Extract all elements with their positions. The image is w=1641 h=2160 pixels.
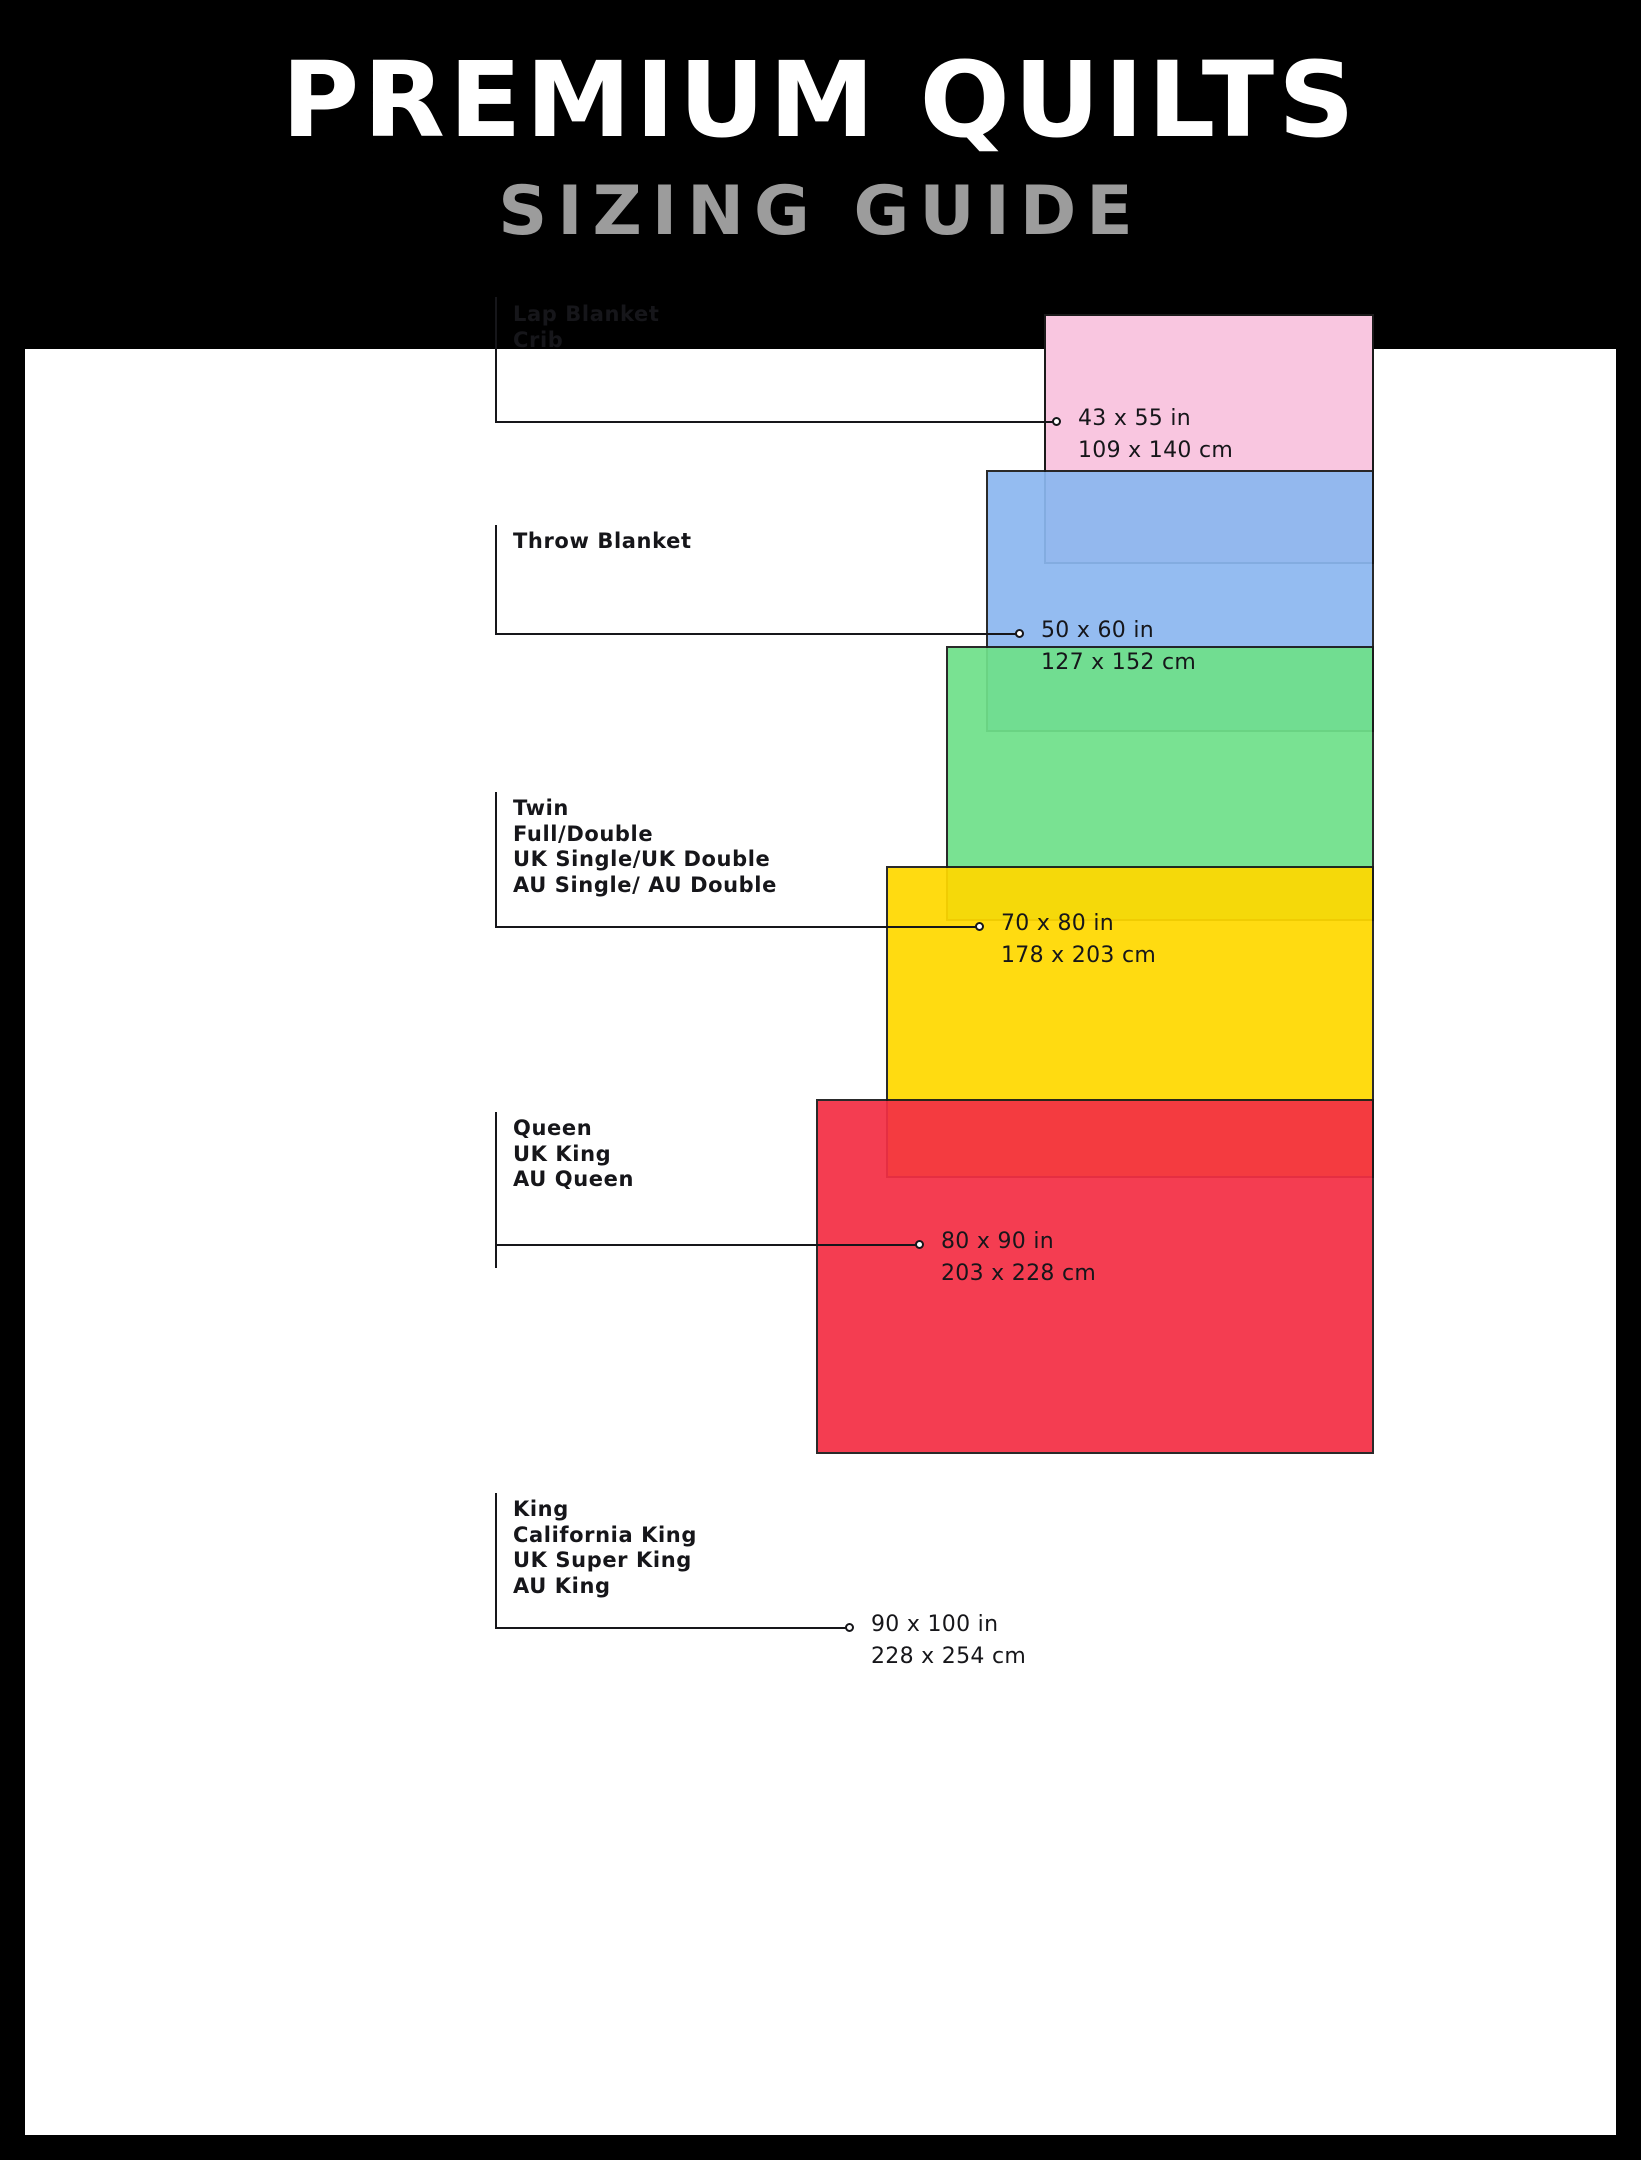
label-lap-crib-line-1: Crib bbox=[513, 327, 564, 352]
label-lap-crib-line-0: Lap Blanket bbox=[513, 302, 660, 326]
label-bracket-king bbox=[495, 1493, 497, 1629]
label-queen-line-0: Queen bbox=[513, 1116, 593, 1140]
dims-throw-cm: 127 x 152 cm bbox=[1041, 649, 1197, 675]
label-king-line-3: AU King bbox=[513, 1573, 611, 1598]
label-twin-full-line-1: Full/Double bbox=[513, 821, 654, 846]
label-twin-full-line-0: Twin bbox=[513, 796, 569, 820]
dims-twin-full bbox=[1001, 908, 1156, 972]
dims-queen bbox=[941, 1226, 1096, 1290]
label-queen bbox=[513, 1116, 634, 1193]
label-queen-line-1: UK King bbox=[513, 1141, 612, 1166]
leader-dot-twin-full bbox=[975, 922, 984, 931]
dims-twin-full-cm: 178 x 203 cm bbox=[1001, 942, 1157, 968]
label-queen-line-2: AU Queen bbox=[513, 1167, 635, 1192]
size-comparison-chart bbox=[25, 302, 1616, 2135]
dims-lap-crib-cm: 109 x 140 cm bbox=[1078, 437, 1234, 463]
leader-line-king bbox=[495, 1627, 850, 1629]
leader-line-twin-full bbox=[495, 926, 980, 928]
leader-line-throw bbox=[495, 633, 1020, 635]
label-bracket-lap-crib bbox=[495, 297, 497, 423]
label-king-line-1: California King bbox=[513, 1522, 697, 1547]
label-bracket-twin-full bbox=[495, 792, 497, 928]
page-subtitle: SIZING GUIDE bbox=[498, 172, 1143, 251]
leader-dot-throw bbox=[1015, 629, 1024, 638]
chart-canvas bbox=[25, 302, 1616, 2135]
leader-line-queen bbox=[495, 1244, 920, 1246]
label-twin-full-line-2: UK Single/UK Double bbox=[513, 847, 771, 872]
label-throw-line-0: Throw Blanket bbox=[513, 529, 692, 553]
dims-queen-in: 80 x 90 in bbox=[941, 1229, 1055, 1254]
dims-twin-full-in: 70 x 80 in bbox=[1001, 911, 1115, 936]
dims-lap-crib bbox=[1078, 403, 1233, 467]
label-lap-crib bbox=[513, 302, 660, 353]
poster-header bbox=[0, 0, 1641, 330]
label-king-line-0: King bbox=[513, 1497, 569, 1521]
label-twin-full-line-3: AU Single/ AU Double bbox=[513, 872, 777, 897]
leader-dot-lap-crib bbox=[1052, 417, 1061, 426]
dims-queen-cm: 203 x 228 cm bbox=[941, 1260, 1097, 1286]
dims-king-cm: 228 x 254 cm bbox=[871, 1643, 1027, 1669]
label-throw bbox=[513, 529, 692, 555]
label-king-line-2: UK Super King bbox=[513, 1548, 692, 1573]
leader-line-lap-crib bbox=[495, 421, 1057, 423]
leader-dot-king bbox=[845, 1623, 854, 1632]
label-bracket-throw bbox=[495, 525, 497, 635]
dims-throw-in: 50 x 60 in bbox=[1041, 618, 1155, 643]
leader-dot-queen bbox=[915, 1240, 924, 1249]
dims-lap-crib-in: 43 x 55 in bbox=[1078, 406, 1192, 431]
dims-throw bbox=[1041, 615, 1196, 679]
label-king bbox=[513, 1497, 697, 1599]
label-twin-full bbox=[513, 796, 777, 898]
dims-king bbox=[871, 1609, 1026, 1673]
page-title: PREMIUM QUILTS bbox=[281, 39, 1360, 161]
dims-king-in: 90 x 100 in bbox=[871, 1612, 999, 1637]
